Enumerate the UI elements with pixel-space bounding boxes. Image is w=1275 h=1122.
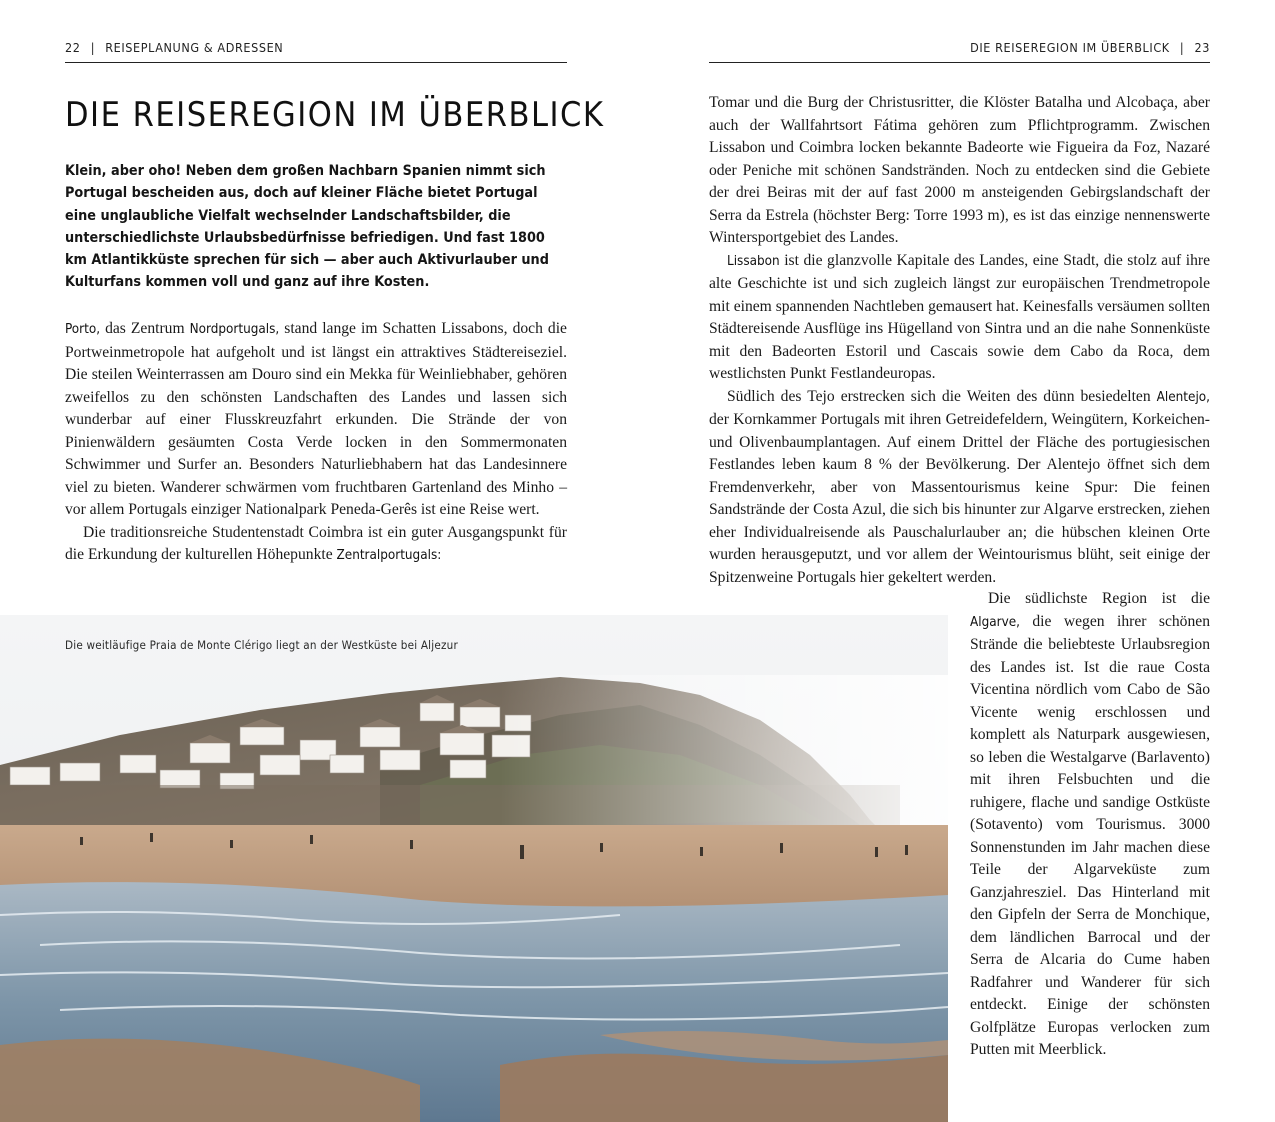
body-column-narrow	[970, 588, 1210, 1062]
beach-photo	[0, 615, 948, 1122]
text-run: ist die glanzvolle Kapitale des Landes, eine Stadt, die stolz auf ihre alte Geschichte ist und sich zugleich längst zur europäischen Trendmetropole mit einem spannenden Nachtleben gemausert hat. Keinesfalls versäumen sollten Städtereisende Ausflüge ins Hügelland von Sintra und an die nahe Sonnenküste mit den Badeorten Estoril und Cascais sowie dem Cabo da Roca, dem westlichsten Punkt Festlandeuropas.	[709, 251, 1211, 382]
keyword-lissabon: Lissabon	[727, 253, 780, 269]
text-run: Südlich des Tejo erstrecken sich die Weiten des dünn besiedelten	[727, 387, 1157, 405]
paragraph-coimbra	[65, 522, 567, 568]
text-run: Die traditionsreiche Studentenstadt Coimbra ist ein guter Ausgangspunkt für die Erkundung der kulturellen Höhepunkte	[65, 523, 567, 563]
paragraph-porto	[65, 318, 567, 522]
paragraph-algarve	[970, 588, 1210, 1062]
keyword-porto: Porto,	[65, 322, 101, 337]
keyword-alentejo: Alentejo,	[1156, 389, 1210, 405]
text-run: stand lange im Schatten Lissabons, doch die Portweinmetropole hat aufgeholt und ist längst ein attraktives Städtereiseziel. Die steilen Weinterrassen am Douro sind ein Mekka für Weinliebhaber, gehören zweifellos zu den schönsten Landschaften des Landes und lassen sich wunderbar auf einer Flusskreuzfahrt erkunden. Die Strände der von Pinienwäldern gesäumten Costa Verde locken in den Sommermonaten Schwimmer und Surfer an. Besonders Naturliebhabern hat das Landesinnere viel zu bieten. Wanderer schwärmen vom fruchtbaren Gartenland des Minho – vor allem Portugals einziger Nationalpark Peneda-Gerês ist eine Reise wert.	[65, 320, 567, 518]
page-number-right: 23	[1194, 40, 1210, 55]
text-run: die wegen ihrer schönen Strände die beliebteste Urlaubsregion des Landes ist. Ist die raue Costa Vicentina nördlich vom Cabo de São Vicente wenig erschlossen und komplett als Naturpark ausgewiesen, so leben die Westalgarve (Barlavento) mit ihren Felsbuchten und die ruhigere, flache und sandige Ostküste (Sotavento) vom Tourismus. 3000 Sonnenstunden im Jahr machen diese Teile der Algarveküste zum Ganzjahresziel. Das Hinterland mit den Gipfeln der Serra de Monchique, dem ländlichen Barrocal und der Serra de Alcaria do Cume haben Radfahrer und Wanderer für sich entdeckt. Einige der schönsten Golfplätze Europas verlocken zum Putten mit Meerblick.	[970, 612, 1210, 1058]
text-run: der Kornkammer Portugals mit ihren Getreidefeldern, Weingütern, Korkeichen- und Olivenbaumplantagen. Auf einem Drittel der Fläche des portugiesischen Festlandes leben kaum 8 % der Bevölkerung. Der Alentejo öffnet sich dem Fremdenverkehr, aber von Massentourismus keine Spur: Die feinen Sandstrände der Costa Azul, die sich bis hinunter zur Algarve erstrecken, ziehen eher Individualreisende als Pauschalurlauber an; die hübschen kleinen Orte wurden herausgeputzt, und vor allem der Weintourismus blüht, seit einige der Spitzenweine Portugals hier gekeltert werden.	[709, 411, 1210, 586]
paragraph-lissabon	[709, 250, 1210, 386]
text-run: Die südlichste Region ist die	[988, 590, 1210, 607]
keyword-zentralportugal: Zentralportugals:	[336, 548, 442, 563]
section-label-left: REISEPLANUNG & ADRESSEN	[105, 40, 284, 55]
running-head-right	[970, 40, 1210, 55]
page-title: DIE REISEREGION IM ÜBERBLICK	[65, 95, 605, 135]
keyword-algarve: Algarve,	[970, 614, 1020, 630]
page-number-left: 22	[65, 40, 81, 55]
body-column-left	[65, 318, 567, 568]
keyword-nordportugal: Nordportugals,	[189, 322, 280, 337]
body-column-right	[709, 92, 1210, 589]
paragraph-zentral-cont: Tomar und die Burg der Christusritter, die Klöster Batalha und Alcobaça, aber auch der Wallfahrtsort Fátima gehören zum Pflichtprogramm. Zwischen Lissabon und Coimbra locken bekannte Badeorte wie Figueira da Foz, Nazaré oder Peniche mit schönen Sandstränden. Noch zu entdecken sind die Gebiete der drei Beiras mit der auf fast 2000 m ansteigenden Gebirgslandschaft der Serra da Estrela (höchster Berg: Torre 1993 m), es ist das einzige nennenswerte Wintersportgebiet des Landes.	[709, 94, 1210, 246]
header-separator-left: |	[90, 40, 96, 55]
running-head-left	[65, 40, 283, 55]
text-run: das Zentrum	[100, 320, 190, 337]
beach-photo-illustration	[0, 615, 948, 1122]
header-rule-left	[65, 62, 567, 63]
lead-paragraph: Klein, aber oho! Neben dem großen Nachbarn Spanien nimmt sich Portugal bescheiden aus, doch auf kleiner Fläche bietet Portugal eine unglaubliche Vielfalt wechselnder Landschaftsbilder, die unterschiedlichste Urlaubsbedürfnisse befriedigen. Und fast 1800 km Atlantikküste sprechen für sich — aber auch Aktivurlauber und Kulturfans kommen voll und ganz auf ihre Kosten.	[65, 163, 549, 291]
header-rule-right	[709, 62, 1210, 63]
photo-caption: Die weitläufige Praia de Monte Clérigo liegt an der Westküste bei Aljezur	[65, 638, 458, 652]
paragraph-alentejo	[709, 386, 1210, 590]
header-separator-right: |	[1179, 40, 1185, 55]
section-label-right: DIE REISEREGION IM ÜBERBLICK	[970, 40, 1170, 55]
